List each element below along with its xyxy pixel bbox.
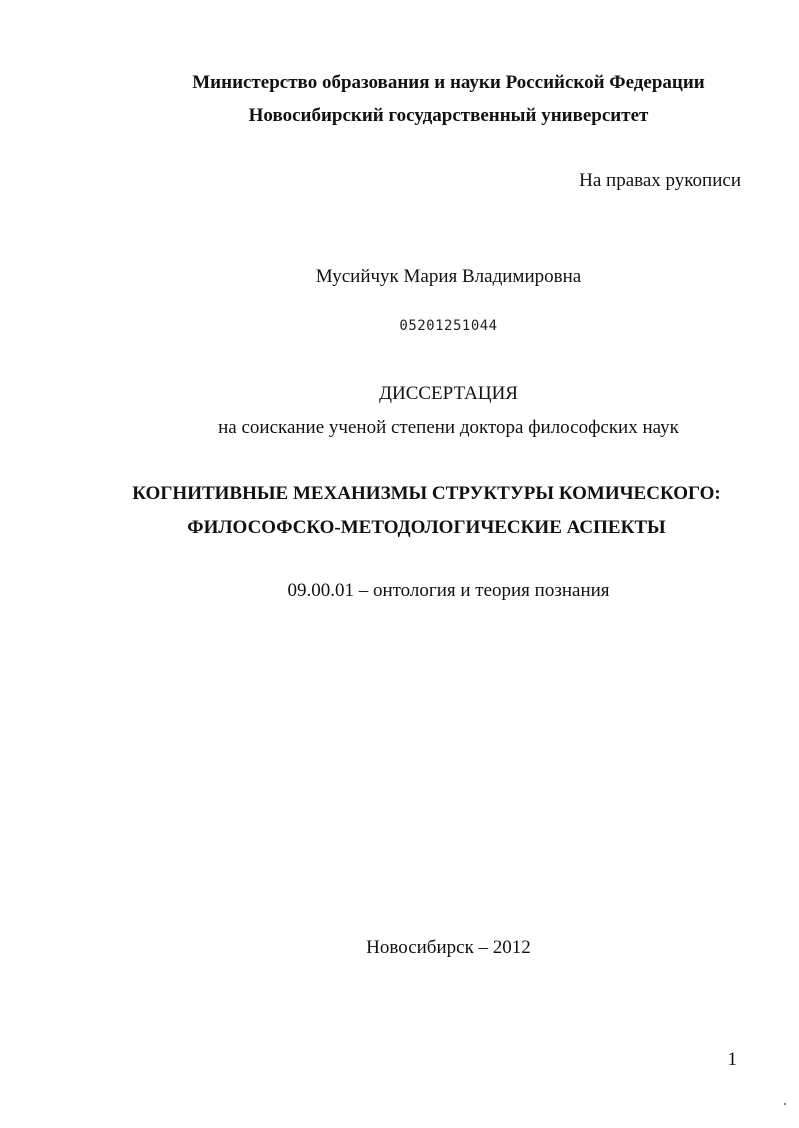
thesis-title-line-2: ФИЛОСОФСКО-МЕТОДОЛОГИЧЕСКИЕ АСПЕКТЫ bbox=[187, 517, 666, 538]
rights-note: На правах рукописи bbox=[579, 170, 741, 191]
ministry-name: Министерство образования и науки Российской Федерации bbox=[192, 72, 705, 93]
scan-speck bbox=[784, 1103, 786, 1105]
author-name: Мусийчук Мария Владимировна bbox=[315, 266, 582, 287]
page-number: 1 bbox=[727, 1049, 737, 1070]
thesis-title-line-1: КОГНИТИВНЫЕ МЕХАНИЗМЫ СТРУКТУРЫ КОМИЧЕСКОГО: bbox=[132, 483, 721, 504]
city-year: Новосибирск – 2012 bbox=[366, 937, 531, 958]
document-type: ДИССЕРТАЦИЯ bbox=[379, 383, 518, 404]
registration-number: 05201251044 bbox=[399, 318, 498, 334]
speciality-code: 09.00.01 – онтология и теория познания bbox=[287, 580, 610, 601]
university-name: Новосибирский государственный университет bbox=[248, 105, 649, 126]
degree-description: на соискание ученой степени доктора философских наук bbox=[218, 417, 679, 438]
